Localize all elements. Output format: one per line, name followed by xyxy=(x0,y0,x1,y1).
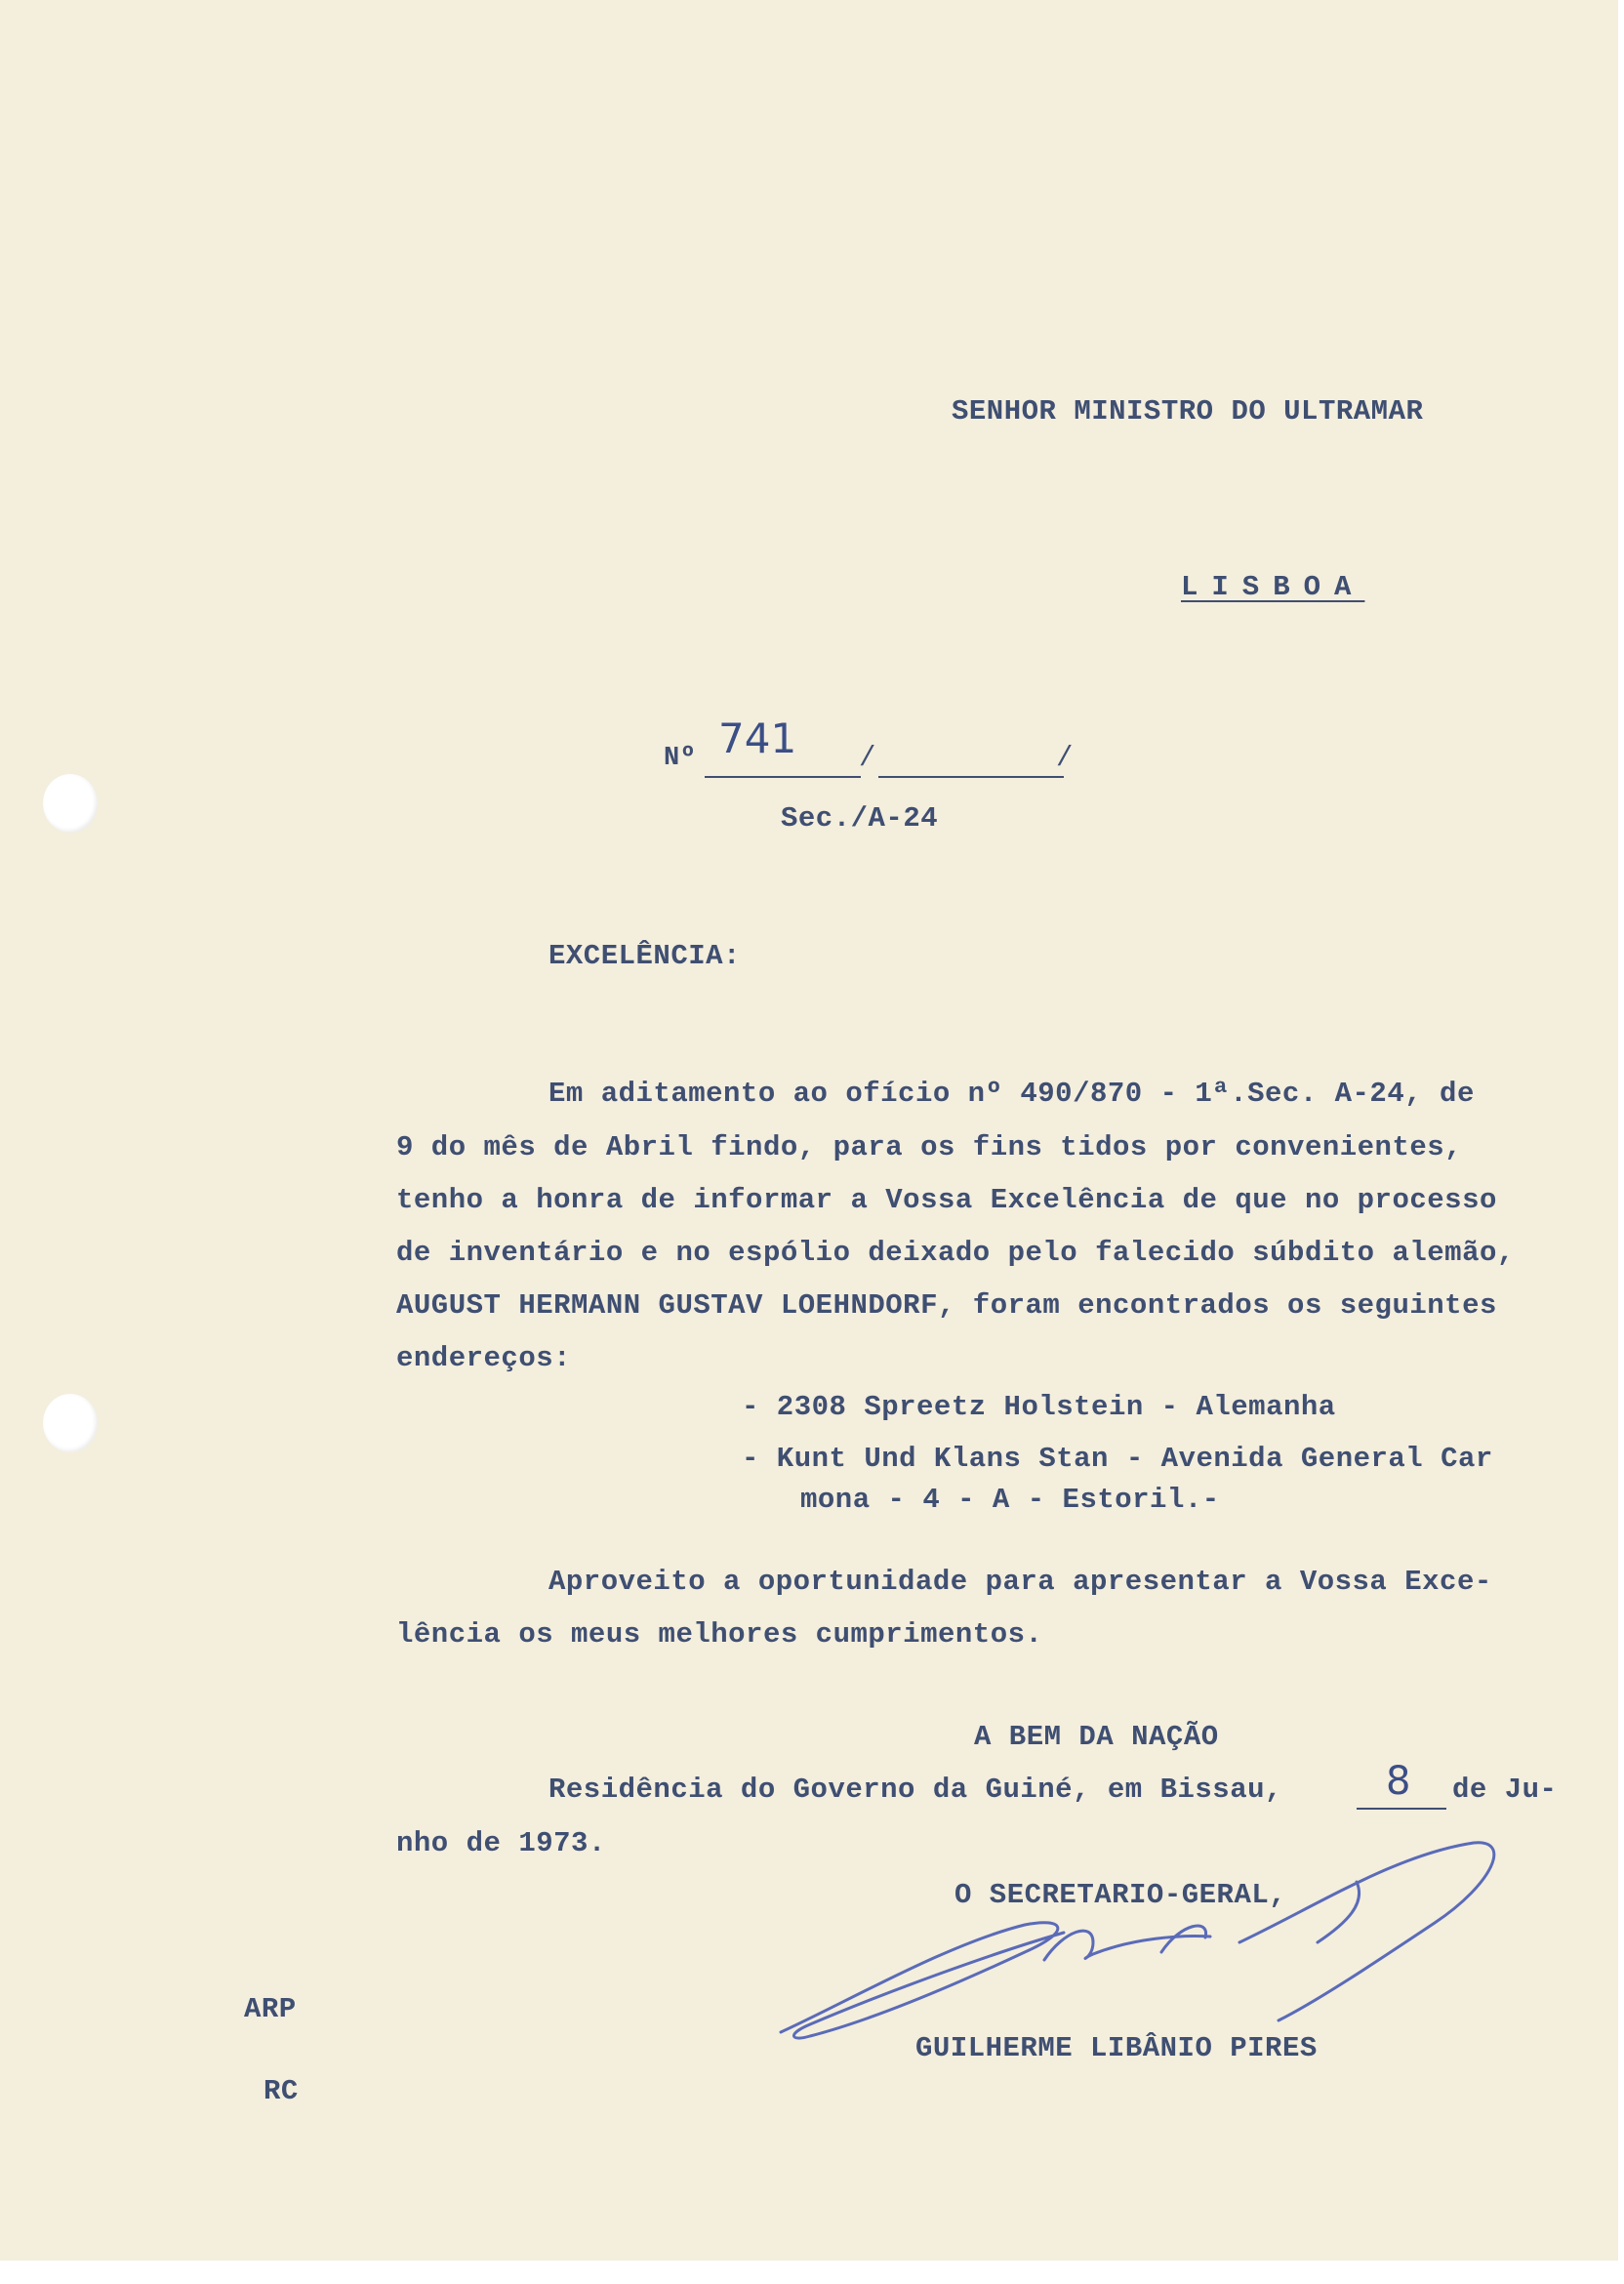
addressee-title: SENHOR MINISTRO DO ULTRAMAR xyxy=(952,395,1424,428)
place-line-start: Residência do Governo da Guiné, em Bissau, xyxy=(548,1774,1282,1806)
date-line-2: nho de 1973. xyxy=(396,1827,606,1859)
body-line-4: de inventário e no espólio deixado pelo falecido súbdito alemão, xyxy=(396,1237,1515,1269)
reference-line-1 xyxy=(705,776,861,778)
body-line-6: endereços: xyxy=(396,1342,572,1374)
initials-2: RC xyxy=(264,2075,299,2107)
place-line-end: de Ju- xyxy=(1452,1774,1558,1806)
body-line-2: 9 do mês de Abril findo, para os fins tidos por convenientes, xyxy=(396,1131,1463,1163)
address-2: - Kunt Und Klans Stan - Avenida General Car xyxy=(742,1443,1493,1475)
closing-line-1: Aproveito a oportunidade para apresentar a Vossa Exce- xyxy=(548,1566,1492,1598)
addressee-city: LISBOA xyxy=(1181,571,1365,603)
body-line-3: tenho a honra de informar a Vossa Excelência de que no processo xyxy=(396,1184,1497,1216)
body-line-1: Em aditamento ao ofício nº 490/870 - 1ª.Sec. A-24, de xyxy=(548,1078,1475,1110)
motto: A BEM DA NAÇÃO xyxy=(974,1721,1219,1753)
scan-edge-bottom xyxy=(0,2261,1624,2284)
salutation: EXCELÊNCIA: xyxy=(548,940,741,972)
reference-section: Sec./A-24 xyxy=(781,802,939,835)
punch-hole-bottom xyxy=(43,1394,98,1452)
initials-1: ARP xyxy=(244,1993,297,2025)
punch-hole-top xyxy=(43,774,98,833)
scan-edge-right xyxy=(1618,0,1624,2284)
body-line-5: AUGUST HERMANN GUSTAV LOEHNDORF, foram encontrados os seguintes xyxy=(396,1289,1497,1322)
reference-slash-1: / xyxy=(859,742,876,774)
signatory-name: GUILHERME LIBÂNIO PIRES xyxy=(915,2032,1318,2064)
address-1: - 2308 Spreetz Holstein - Alemanha xyxy=(742,1391,1336,1423)
address-2-continued: mona - 4 - A - Estoril.- xyxy=(800,1484,1220,1516)
closing-line-2: lência os meus melhores cumprimentos. xyxy=(396,1618,1043,1651)
reference-slash-2: / xyxy=(1056,742,1074,774)
day-handwritten: 8 xyxy=(1386,1759,1411,1804)
signatory-role: O SECRETARIO-GERAL, xyxy=(954,1879,1287,1911)
reference-line-2 xyxy=(878,776,1064,778)
day-line xyxy=(1357,1808,1446,1810)
reference-number: 741 xyxy=(718,714,797,762)
reference-prefix: Nº xyxy=(664,744,697,773)
